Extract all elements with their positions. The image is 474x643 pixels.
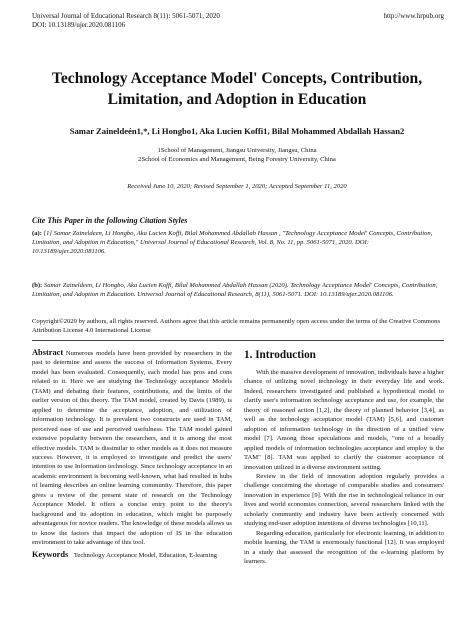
affiliations xyxy=(20,146,454,164)
introduction-column xyxy=(244,348,444,567)
citation-a-label: (a): xyxy=(32,230,42,237)
citation-heading: Cite This Paper in the following Citation Styles xyxy=(32,216,188,225)
introduction-heading: 1. Introduction xyxy=(244,349,316,361)
publication-dates: Received June 10, 2020; Revised September 1, 2020; Accepted September 11, 2020 xyxy=(127,183,347,190)
keywords xyxy=(32,550,232,560)
citation-a xyxy=(32,229,444,256)
intro-paragraph-1: With the massive development of innovation, individuals have a higher chance of utilizing novel technology in their everyday life and work. Indeed, researchers investigated and published a hypothetical model to clarify user's information technology acceptance and use, for example, the theory of reasoned action [1,2], the theory of planned behavior [3,4], as well as the technology acceptance model (TAM) [5,6], and customer adoption of information technology in the direction of a unified view model [7]. Among those speculations and models, "one of a broadly applied models of information technologies acceptance and employ is the TAM" [8]. TAM was applied to clarify the customer acceptance of innovation utilized in a diverse environment setting. xyxy=(244,369,444,471)
title-line-1: Technology Acceptance Model' Concepts, Contribution, xyxy=(51,70,423,87)
section-divider xyxy=(32,340,444,341)
intro-paragraph-3: Regarding education, particularly for electronic learning, in addition to mobile learning, the TAM is enormously functional [12]. It was employed in a study that assessed the recognition of the e-learning platform by learners. xyxy=(244,529,444,566)
journal-url-link[interactable]: http://www.hrpub.org xyxy=(383,12,444,20)
citation-b-text: Samar Zaineldeen, Li Hongbo, Aka Lucien Koffi, Bilal Mohammed Abdallah Hassan (2020). Technology Acceptance Model' Concepts, Contribution, Limitation, and Adoption in Education. Universal Journal of Educational Research, 8(11), 5061-5071. DOI: 10.13189/ujer.2020.081106. xyxy=(32,282,438,298)
abstract-text: Numerous models have been provided by researchers in the past to determine and assess the success of Information Systems. Every model has been evaluated. Consequently, each model has pros and cons related to it. Here we are studying the Technology acceptance Models (TAM) and debating their features, contributions, and the limits of the earlier version of this theory. The TAM model, created by Davis (1989), is applied to determine the acceptance, adoption, and utilization of information technology. It is prevalent two constructs are used in TAM, perceived ease of use and perceived usefulness. The TAM model gained extensive popularity between the researchers, and it is among the most effective models. TAM is dissimilar to other models as it does not measure success. However, it is employed to investigate and predict the users' intention to use Information technology. Since technology acceptance in an academic environment is becoming well-known, what had resulted in hubs of learning describes an online learning community. Therefore, this paper gives a review of the present state of research on the Technology Acceptance Model. It offers a concise entry point to the theory's background and its adoption in education, which might be purposely advantageous for novice readers. The knowledge of these models allows us to know the factors that impact the adoption of IS in the education environment to take advantage of this tool. xyxy=(32,350,232,547)
title-line-2: Limitation, and Adoption in Education xyxy=(107,91,367,108)
copyright-notice: Copyright©2020 by authors, all rights reserved. Authors agree that this article remains permanently open access under the terms of the Creative Commons Attribution License 4.0 International License xyxy=(32,318,441,334)
intro-paragraph-2: Review in the field of innovation adoption regularly provides a challenge concerning the shortage of comparable studies and consumers' innovation in experience [9]. With the rise in technological reliance in our lives and world economies connection, several researchers linked with the scholarly community and industry have been actively concerned with studying end-user adoption intentions of diverse technologies [10,11]. xyxy=(244,472,444,528)
author-list: Samar Zaineldeén1,*, Li Hongbo1, Aka Lucien Koffi1, Bilal Mohammed Abdallah Hassan2 xyxy=(69,126,405,136)
doi-line: DOI: 10.13189/ujer.2020.081106 xyxy=(32,21,126,29)
abstract xyxy=(32,348,232,548)
abstract-column xyxy=(32,348,232,560)
affiliation-1: 1School of Management, Jiangsu University, Jiangsu, China xyxy=(157,147,317,154)
running-header xyxy=(32,12,444,30)
keywords-label: Keywords xyxy=(32,549,69,559)
citation-a-text: [1] Samar Zaineldeen, Li Hongbo, Aka Lucien Koffi, Bilal Mohammed Abdallah Hassan , "Technology Acceptance Model' Concepts, Contribution, Limitation, and Adoption in Education," Universal Journal of Educational Research, Vol. 8, No. 11, pp. 5061-5071, 2020. DOI: 10.13189/ujer.2020.081106. xyxy=(32,230,433,255)
abstract-label: Abstract xyxy=(32,348,64,357)
journal-line: Universal Journal of Educational Research 8(11): 5061-5071, 2020 xyxy=(32,12,220,20)
paper-title xyxy=(20,68,454,110)
citation-b xyxy=(32,281,444,299)
affiliation-2: 2School of Economics and Management, Being Forestry University, China xyxy=(138,156,336,163)
citation-b-label: (b): xyxy=(32,282,43,289)
keywords-text: Technology Acceptance Model, Education, E-learning xyxy=(73,551,217,559)
